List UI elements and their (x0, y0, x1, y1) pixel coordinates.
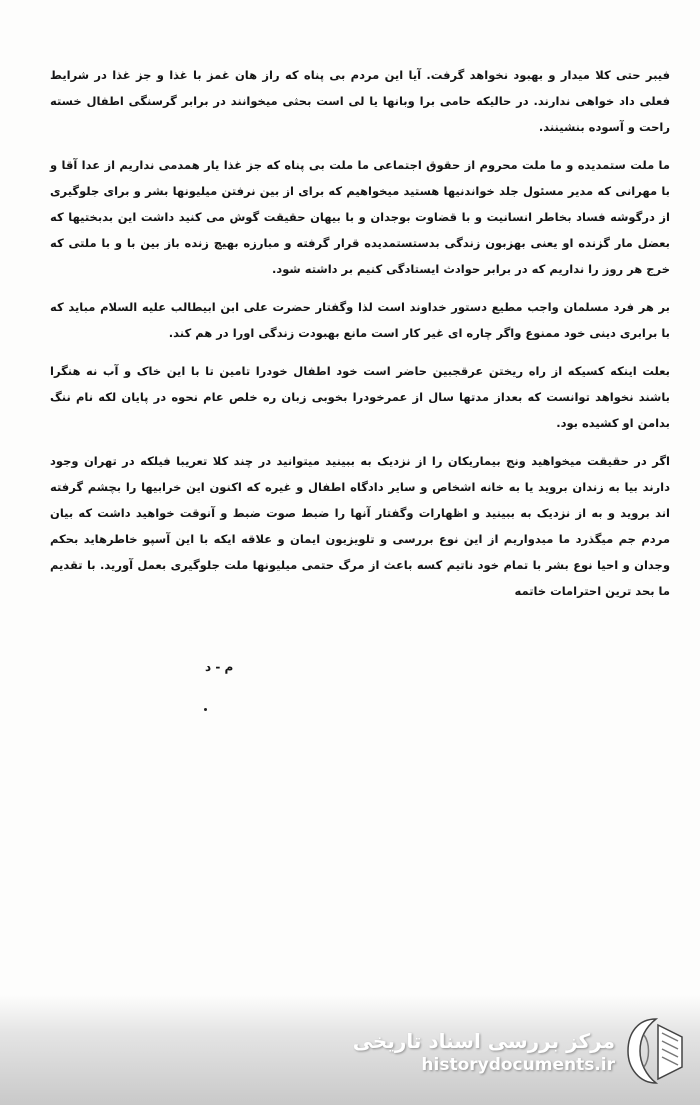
ink-dot (204, 708, 207, 711)
watermark-url: historydocuments.ir (421, 1055, 615, 1075)
paragraph-4: بعلت اینکه کسیکه از راه ریختن عرقجبین حاضر است خود اطفال خودرا تامین تا با این خاک و آب نه هنگرا باشند نخواهد توانست که بعداز مدتها سال از عمرخودرا بخوبی زبان ره خلص عام نحوه در پایان لکه نام ننگ بدامن او کشیده بود. (50, 364, 670, 430)
letter-body (50, 62, 670, 616)
archive-logo-icon (624, 1015, 688, 1087)
paragraph-1: فیبر حتی کلا میدار و بهبود نخواهد گرفت. آیا این مردم بی پناه که راز هان غمز با غذا و جز غذا در شرایط فعلی داد خواهی ندارند. در حالیکه حامی برا وبانها یا لی است بحثی میخوانند در برابر گرسنگی اطفال خسته راحت و آسوده بنشینند. (50, 68, 670, 134)
paragraph-5: اگر در حقیقت میخواهید ونج بیماریکان را از نزدیک به ببینید میتوانید در چند کلا تعریبا فیلکه در تهران وجود دارند بیا به زندان بروید یا به خانه اشخاص و سایر دادگاه اطفال و غیره که اکنون این خرابیها را بچشم گرفته اند بروید و به از نزدیک به ببینید و اظهارات وگفتار آنها را ضبط صوت ضبط و آنوقت خواهید داشت که بیان مردم جم میگذرد ما میدواریم از این نوع بررسی و تلویزیون ایمان و علاقه ایکه با این آسپو خاطرهاید بحکم وجدان و احیا نوع بشر با تمام خود ناتیم کسه باعث از مرگ حتمی میلیونها ملت جلوگیری بعمل آورید. با تقدیم ما بحد ترین احترامات خاتمه (50, 454, 670, 598)
paragraph-2: ما ملت ستمدیده و ما ملت محروم از حقوق اجتماعی ما ملت بی پناه که جز غذا یار همدمی نداریم از عدا آقا و با مهرانی که مدیر مسئول جلد خواندنیها هستید میخواهیم که برای از بین نرفتن میلیونها بشر و برای جلوگیری از درگوشه فساد بخاطر انسانیت و با قضاوت بوجدان و با بیهان حقیقت گوش می کنید داشت این بدبختیها که بعضل مار گزنده او یعنی بهزبون زندگی بدستستمدیده قرار گرفته و مبارزه بهیچ زنده باز بین با و با ملتی که خرج هر روز را نداریم که در برابر حوادث ایستادگی کنیم بر داشته شود. (50, 158, 670, 276)
paragraph-3: بر هر فرد مسلمان واجب مطیع دستور خداوند است لذا وگفتار حضرت علی ابن ابیطالب علیه السلام مباید که با برابری دینی خود ممنوع واگر چاره ای غیر کار است مانع بهبودت زندگی اورا در هم کند. (50, 300, 670, 340)
signature-initials: م - د (205, 660, 234, 674)
watermark-text (353, 1029, 615, 1077)
watermark-footer (0, 995, 700, 1105)
watermark-title: مرکز بررسی اسناد تاریخی (352, 1029, 615, 1053)
